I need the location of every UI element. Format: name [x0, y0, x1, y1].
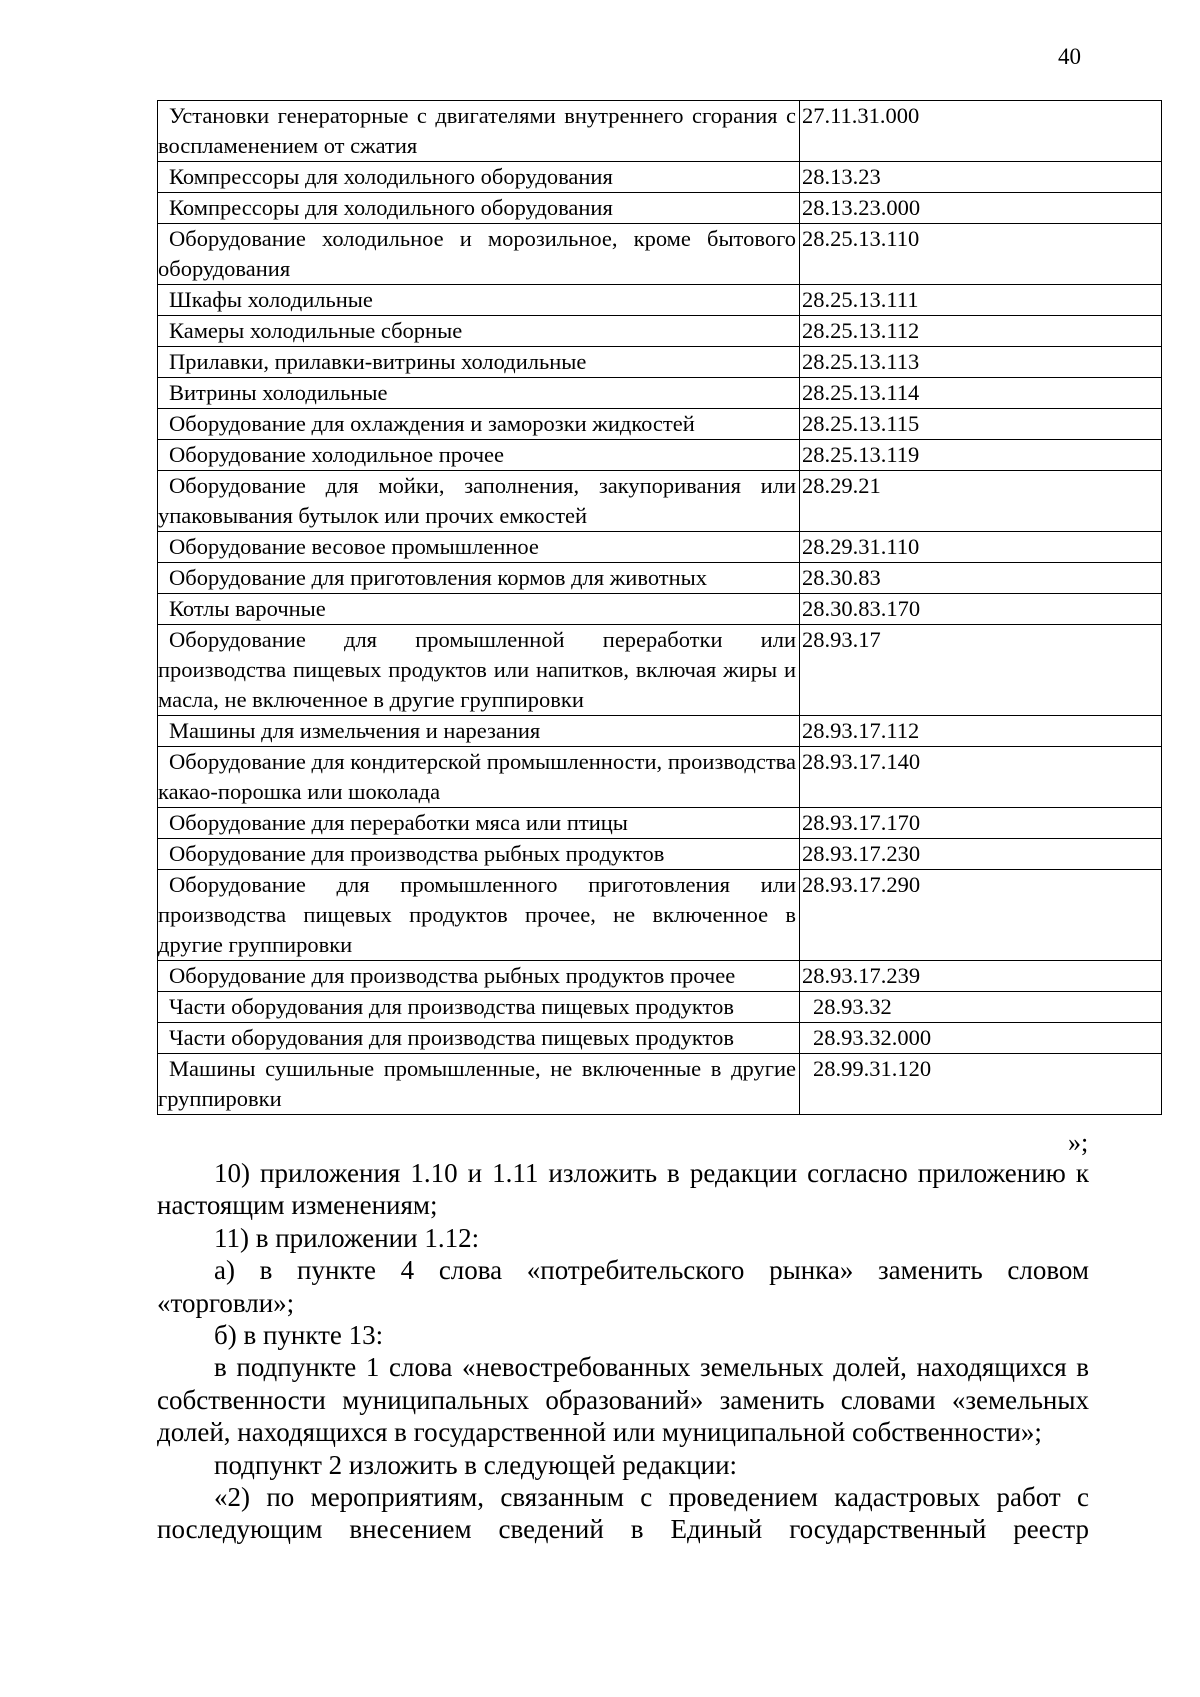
equipment-name-cell: [158, 409, 800, 440]
equipment-name: Прилавки, прилавки-витрины холодильные: [169, 349, 587, 374]
table-row: [158, 808, 1162, 839]
okpd-code-cell: 28.93.17.112: [800, 716, 1162, 747]
equipment-name: Оборудование для мойки, заполнения, закупоривания или упаковывания бутылок или прочих емкостей: [158, 473, 796, 528]
okpd-code-cell: 27.11.31.000: [800, 101, 1162, 162]
closing-quote: »;: [1068, 1128, 1089, 1157]
okpd-code-cell: 28.93.32: [800, 992, 1162, 1023]
table-row: [158, 316, 1162, 347]
equipment-name: Оборудование для производства рыбных продуктов прочее: [169, 963, 736, 988]
amendment-text: [157, 1157, 1089, 1546]
okpd-code-cell: 28.93.17: [800, 625, 1162, 716]
equipment-name: Оборудование для кондитерской промышленности, производства какао-порошка или шоколада: [158, 749, 796, 804]
equipment-name-cell: [158, 440, 800, 471]
equipment-name-cell: [158, 961, 800, 992]
equipment-name: Оборудование холодильное и морозильное, кроме бытового оборудования: [158, 226, 796, 281]
table-row: [158, 594, 1162, 625]
table-row: [158, 285, 1162, 316]
okpd-code-cell: 28.25.13.110: [800, 224, 1162, 285]
table-row: [158, 224, 1162, 285]
equipment-name: Шкафы холодильные: [169, 287, 373, 312]
table-row: [158, 193, 1162, 224]
equipment-name-cell: [158, 162, 800, 193]
okpd-code-cell: 28.93.17.239: [800, 961, 1162, 992]
equipment-name-cell: [158, 716, 800, 747]
equipment-name-cell: [158, 532, 800, 563]
okpd-code-cell: 28.29.21: [800, 471, 1162, 532]
equipment-name: Части оборудования для производства пищевых продуктов: [169, 994, 734, 1019]
okpd-code-cell: 28.25.13.111: [800, 285, 1162, 316]
okpd-code-cell: 28.25.13.114: [800, 378, 1162, 409]
okpd-code-cell: 28.93.17.170: [800, 808, 1162, 839]
paragraph: б) в пункте 13:: [214, 1320, 384, 1351]
equipment-name-cell: [158, 193, 800, 224]
equipment-name: Оборудование для приготовления кормов для животных: [169, 565, 708, 590]
equipment-name-cell: [158, 992, 800, 1023]
okpd-code-cell: 28.93.17.230: [800, 839, 1162, 870]
equipment-name-cell: [158, 594, 800, 625]
table-row: [158, 1054, 1162, 1115]
equipment-name: Части оборудования для производства пищевых продуктов: [169, 1025, 734, 1050]
equipment-name-cell: [158, 625, 800, 716]
equipment-name: Оборудование холодильное прочее: [169, 442, 505, 467]
equipment-name-cell: [158, 747, 800, 808]
paragraph: «2) по мероприятиям, связанным с проведением кадастровых работ с последующим внесением сведений в Единый государственный реестр: [157, 1482, 1089, 1545]
table-row: [158, 839, 1162, 870]
equipment-name: Оборудование для промышленного приготовления или производства пищевых продуктов прочее, не включенное в другие группировки: [158, 872, 796, 957]
paragraph: а) в пункте 4 слова «потребительского рынка» заменить словом «торговли»;: [157, 1255, 1089, 1318]
equipment-name: Оборудование для охлаждения и заморозки жидкостей: [169, 411, 695, 436]
equipment-name-cell: [158, 563, 800, 594]
table-row: [158, 992, 1162, 1023]
okpd-code-cell: 28.93.17.140: [800, 747, 1162, 808]
equipment-name: Оборудование для переработки мяса или птицы: [169, 810, 628, 835]
okpd-code-cell: 28.93.32.000: [800, 1023, 1162, 1054]
equipment-name: Машины сушильные промышленные, не включенные в другие группировки: [158, 1056, 796, 1111]
equipment-name-cell: [158, 471, 800, 532]
equipment-name: Машины для измельчения и нарезания: [169, 718, 541, 743]
table-row: [158, 440, 1162, 471]
okpd-code-cell: 28.29.31.110: [800, 532, 1162, 563]
table-row: [158, 716, 1162, 747]
okpd-code-cell: 28.25.13.113: [800, 347, 1162, 378]
equipment-name: Витрины холодильные: [169, 380, 388, 405]
equipment-name-cell: [158, 1023, 800, 1054]
table-body: [158, 101, 1162, 1115]
table-row: [158, 162, 1162, 193]
equipment-name: Котлы варочные: [169, 596, 326, 621]
table-row: [158, 532, 1162, 563]
okpd-code-cell: 28.99.31.120: [800, 1054, 1162, 1115]
table-row: [158, 347, 1162, 378]
table-row: [158, 625, 1162, 716]
equipment-name: Оборудование для промышленной переработки или производства пищевых продуктов или напитков, включая жиры и масла, не включенное в другие группировки: [158, 627, 796, 712]
okpd-code-cell: 28.25.13.112: [800, 316, 1162, 347]
equipment-name-cell: [158, 808, 800, 839]
table-row: [158, 747, 1162, 808]
paragraph: 11) в приложении 1.12:: [214, 1222, 480, 1253]
equipment-name-cell: [158, 224, 800, 285]
equipment-name: Оборудование весовое промышленное: [169, 534, 539, 559]
paragraph: 10) приложения 1.10 и 1.11 изложить в редакции согласно приложению к настоящим изменениям;: [157, 1158, 1089, 1221]
equipment-name: Камеры холодильные сборные: [169, 318, 463, 343]
okpd-code-cell: 28.93.17.290: [800, 870, 1162, 961]
table-row: [158, 563, 1162, 594]
equipment-name-cell: [158, 347, 800, 378]
okpd-code-cell: 28.13.23: [800, 162, 1162, 193]
okpd-code-cell: 28.30.83: [800, 563, 1162, 594]
table-row: [158, 870, 1162, 961]
table-row: [158, 378, 1162, 409]
equipment-name-cell: [158, 378, 800, 409]
okpd-code-cell: 28.25.13.115: [800, 409, 1162, 440]
equipment-name-cell: [158, 870, 800, 961]
table-row: [158, 1023, 1162, 1054]
equipment-name-cell: [158, 1054, 800, 1115]
equipment-name: Установки генераторные с двигателями внутреннего сгорания с воспламенением от сжатия: [158, 103, 796, 158]
table-row: [158, 471, 1162, 532]
equipment-name-cell: [158, 839, 800, 870]
equipment-name-cell: [158, 285, 800, 316]
equipment-name: Оборудование для производства рыбных продуктов: [169, 841, 665, 866]
equipment-name-cell: [158, 316, 800, 347]
equipment-name-cell: [158, 101, 800, 162]
equipment-code-table: [157, 100, 1162, 1115]
okpd-code-cell: 28.13.23.000: [800, 193, 1162, 224]
paragraph: в подпункте 1 слова «невостребованных земельных долей, находящихся в собственности муниципальных образований» заменить словами «земельных долей, находящихся в государственной или муниципальной собственности»;: [157, 1352, 1089, 1448]
paragraph: подпункт 2 изложить в следующей редакции:: [214, 1449, 738, 1480]
okpd-code-cell: 28.25.13.119: [800, 440, 1162, 471]
equipment-name: Компрессоры для холодильного оборудования: [169, 164, 613, 189]
table-row: [158, 101, 1162, 162]
table-row: [158, 409, 1162, 440]
okpd-code-cell: 28.30.83.170: [800, 594, 1162, 625]
table-row: [158, 961, 1162, 992]
page-number: 40: [1058, 44, 1081, 69]
equipment-name: Компрессоры для холодильного оборудования: [169, 195, 613, 220]
